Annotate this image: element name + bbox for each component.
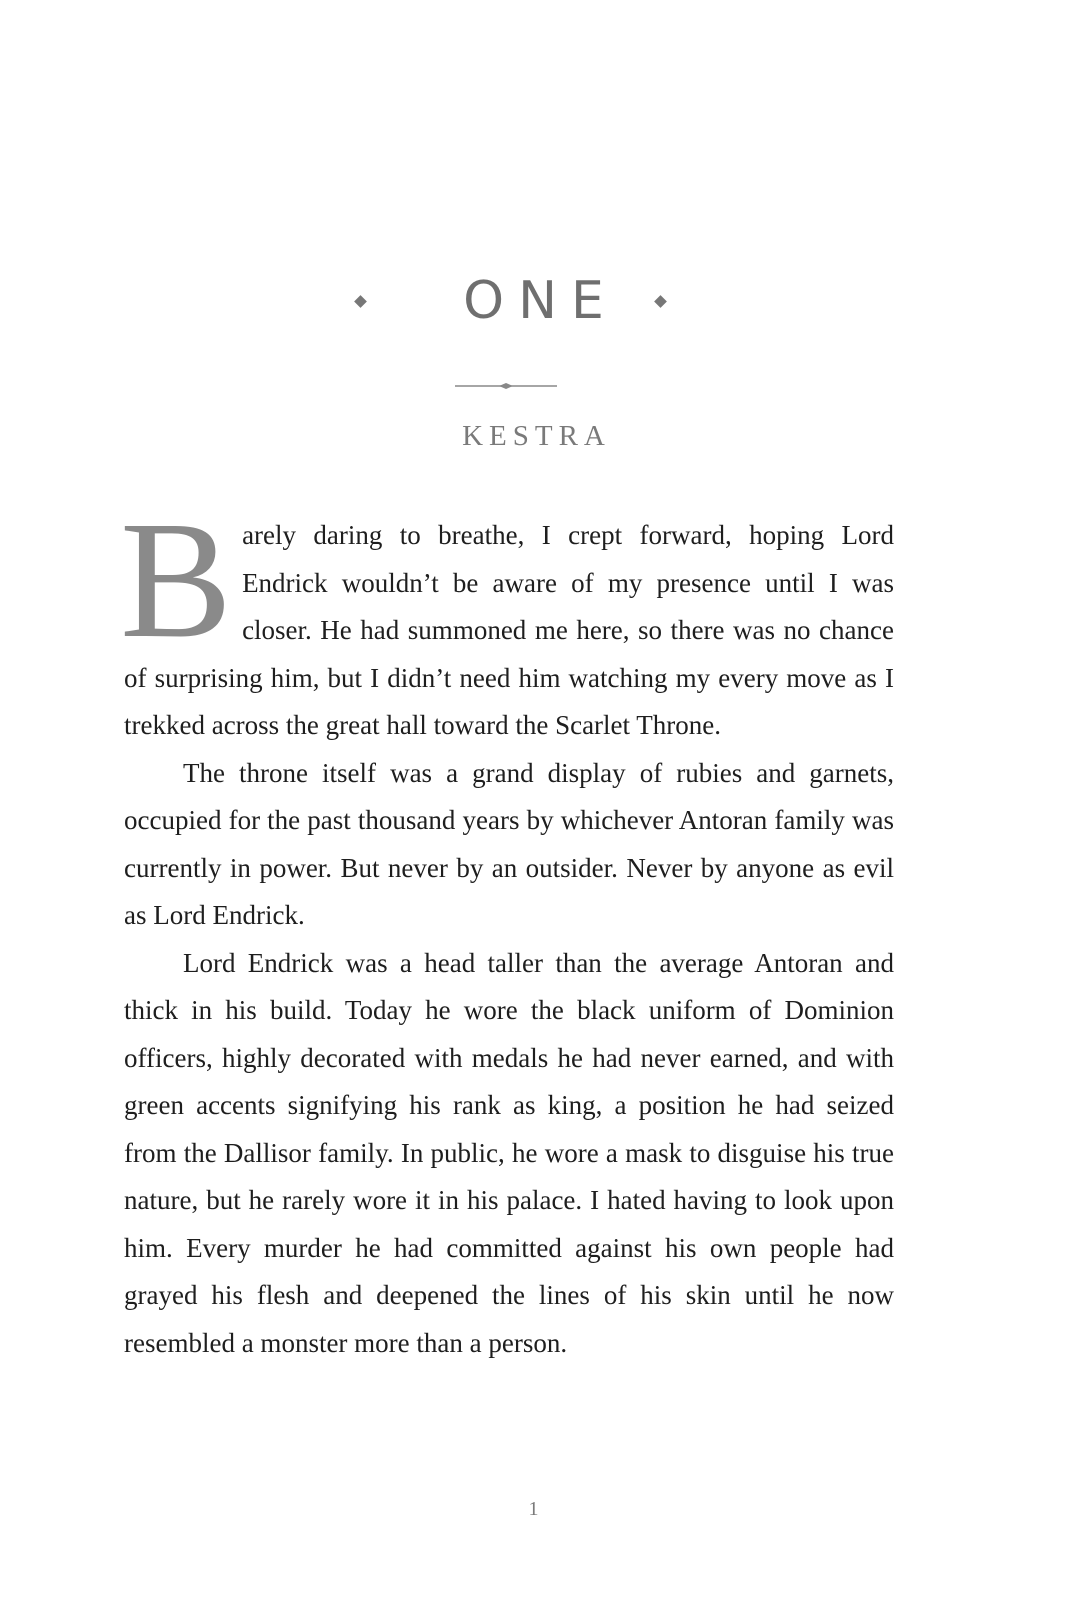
chapter-number: ONE [463, 271, 618, 331]
paragraph-1 [120, 487, 894, 750]
chapter-character-name: KESTRA [462, 420, 611, 452]
paragraph-1-text: arely daring to breathe, I crept forward, hoping Lord Endrick wouldn’t be aware of my presence until I was closer. He had summoned me here, so there was no chance of surprising him, but I didn’t need him watching my every move as I trekked across the great hall toward the Scarlet Throne. [124, 520, 894, 740]
chapter-body [120, 487, 894, 1367]
divider-ornament-icon [455, 380, 557, 392]
paragraph-2: The throne itself was a grand display of rubies and garnets, occupied for the past thousand years by whichever Antoran family was currently in power. But never by an outsider. Never by anyone as evil as Lord Endrick. [124, 757, 894, 930]
drop-cap: B [120, 487, 233, 673]
page-number: 1 [528, 1498, 539, 1520]
paragraph-3: Lord Endrick was a head taller than the average Antoran and thick in his build. Today he wore the black uniform of Dominion officers, highly decorated with medals he had never earned, and with green accents signifying his rank as king, a position he had seized from the Dallisor family. In public, he wore a mask to disguise his true nature, but he rarely wore it in his palace. I hated having to look upon him. Every murder he had committed against his own people had grayed his flesh and deepened the lines of his skin until he now resembled a monster more than a person. [124, 947, 894, 1358]
chapter-heading [0, 268, 1067, 338]
